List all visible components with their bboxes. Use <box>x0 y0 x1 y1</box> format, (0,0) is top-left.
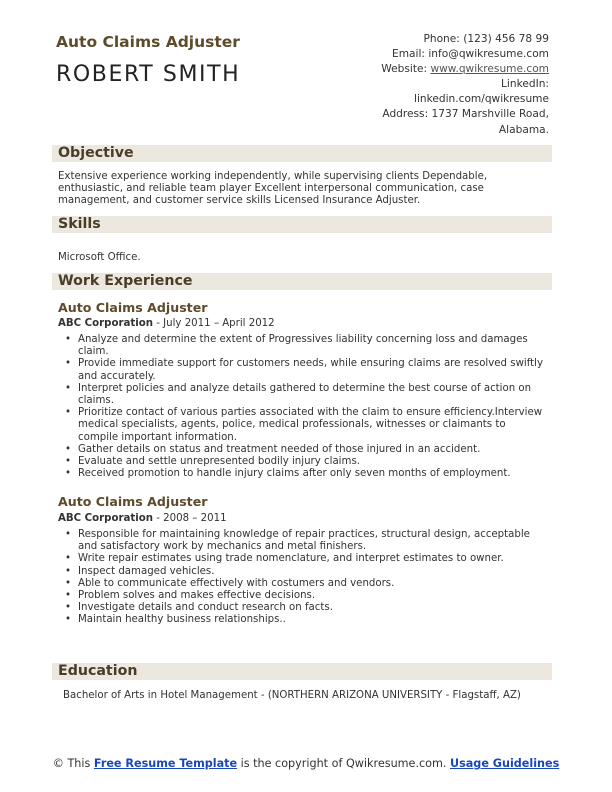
contact-linkedin-value: linkedin.com/qwikresume <box>414 93 549 106</box>
contact-address-line2: Alabama. <box>498 123 549 136</box>
bullet-icon: • <box>65 565 72 577</box>
website-label: Website: <box>381 63 431 76</box>
job-bullet <box>58 578 546 590</box>
job-company: ABC Corporation <box>58 318 153 329</box>
skills-section-bar <box>52 216 552 233</box>
job-bullet-text: Able to communicate effectively with costumers and vendors. <box>78 577 395 589</box>
job-bullet-text: Write repair estimates using trade nomenclature, and interpret estimates to owner. <box>78 553 504 565</box>
job-bullet-text: Provide immediate support for customers needs, while ensuring claims are resolved swiftly and accurately. <box>78 358 543 382</box>
footer-prefix: © This <box>52 757 94 770</box>
job-bullet <box>58 614 546 626</box>
contact-email: Email: info@qwikresume.com <box>392 48 549 61</box>
job-bullet-text: Analyze and determine the extent of Progressives liability concerning loss and damages claim. <box>78 334 528 358</box>
copyright-footer <box>0 757 612 771</box>
skills-text: Microsoft Office. <box>58 252 141 263</box>
job-bullet <box>58 468 546 480</box>
bullet-icon: • <box>65 529 72 540</box>
education-heading: Education <box>58 663 138 679</box>
bullet-icon: • <box>65 456 72 468</box>
resume-job-title: Auto Claims Adjuster <box>56 33 240 51</box>
bullet-icon: • <box>65 602 72 614</box>
job-bullet-text: Maintain healthy business relationships.. <box>78 614 286 626</box>
bullet-icon: • <box>65 614 72 626</box>
job-bullet <box>58 529 546 553</box>
footer-middle: is the copyright of Qwikresume.com. <box>237 757 451 770</box>
job-bullet <box>58 566 546 578</box>
contact-phone: Phone: (123) 456 78 99 <box>423 33 549 45</box>
job-role-title: Auto Claims Adjuster <box>58 300 208 315</box>
job-company-line <box>58 318 275 329</box>
job-bullet <box>58 407 546 444</box>
work-heading: Work Experience <box>58 273 193 289</box>
job-company: ABC Corporation <box>58 513 153 524</box>
job-bullet-text: Responsible for maintaining knowledge of repair practices, structural design, acceptable and satisfactory work by mechanics and metal finishers. <box>78 529 530 553</box>
website-link[interactable]: www.qwikresume.com <box>430 63 549 76</box>
bullet-icon: • <box>65 358 72 370</box>
contact-linkedin-label: LinkedIn: <box>501 78 549 91</box>
job-bullet-text: Inspect damaged vehicles. <box>78 565 215 577</box>
job-bullet <box>58 444 546 456</box>
bullet-icon: • <box>65 407 72 419</box>
job-dates: - July 2011 – April 2012 <box>152 318 275 329</box>
free-resume-template-link[interactable]: Free Resume Template <box>93 757 238 770</box>
skills-heading: Skills <box>58 216 101 232</box>
bullet-icon: • <box>65 382 72 394</box>
bullet-icon: • <box>65 590 72 602</box>
contact-block <box>289 32 549 138</box>
job-dates: - 2008 – 2011 <box>152 513 227 524</box>
education-entry: Bachelor of Arts in Hotel Management - (NORTHERN ARIZONA UNIVERSITY - Flagstaff, AZ) <box>63 690 521 701</box>
job-bullet <box>58 383 546 407</box>
objective-heading: Objective <box>58 145 134 161</box>
job-bullet-text: Investigate details and conduct research on facts. <box>78 602 333 614</box>
bullet-icon: • <box>65 443 72 455</box>
job-bullet <box>58 334 546 358</box>
bullet-icon: • <box>65 334 72 345</box>
job-bullet-list <box>58 529 546 627</box>
bullet-icon: • <box>65 577 72 589</box>
job-bullet-text: Received promotion to handle injury claims after only seven months of employment. <box>78 468 511 480</box>
usage-guidelines-link[interactable]: Usage Guidelines <box>450 757 560 770</box>
job-company-line <box>58 513 227 524</box>
bullet-icon: • <box>65 468 72 480</box>
job-bullet-text: Problem solves and makes effective decisions. <box>78 590 316 602</box>
contact-address-line1: Address: 1737 Marshville Road, <box>382 108 549 121</box>
candidate-name: ROBERT SMITH <box>56 62 241 87</box>
objective-text: Extensive experience working independently, while supervising clients Dependable, enthusiastic, and reliable team player Excellent interpersonal communication, case management, and customer service skills Licensed Insurance Adjuster. <box>58 171 488 207</box>
job-bullet-text: Prioritize contact of various parties associated with the claim to ensure efficiency.Interview medical specialists, agents, police, medical professionals, witnesses or claimants to compile important information. <box>78 407 543 443</box>
job-role-title: Auto Claims Adjuster <box>58 494 208 509</box>
job-bullet-text: Gather details on status and treatment needed of those injured in an accident. <box>78 443 481 455</box>
job-bullet <box>58 602 546 614</box>
bullet-icon: • <box>65 553 72 565</box>
job-bullet-text: Interpret policies and analyze details gathered to determine the best course of action on claims. <box>78 382 532 407</box>
job-bullet <box>58 358 546 382</box>
job-bullet <box>58 456 546 468</box>
job-bullet-list <box>58 334 546 480</box>
contact-website <box>289 62 549 77</box>
job-bullet <box>58 553 546 565</box>
job-bullet <box>58 590 546 602</box>
job-bullet-text: Evaluate and settle unrepresented bodily injury claims. <box>78 456 360 468</box>
